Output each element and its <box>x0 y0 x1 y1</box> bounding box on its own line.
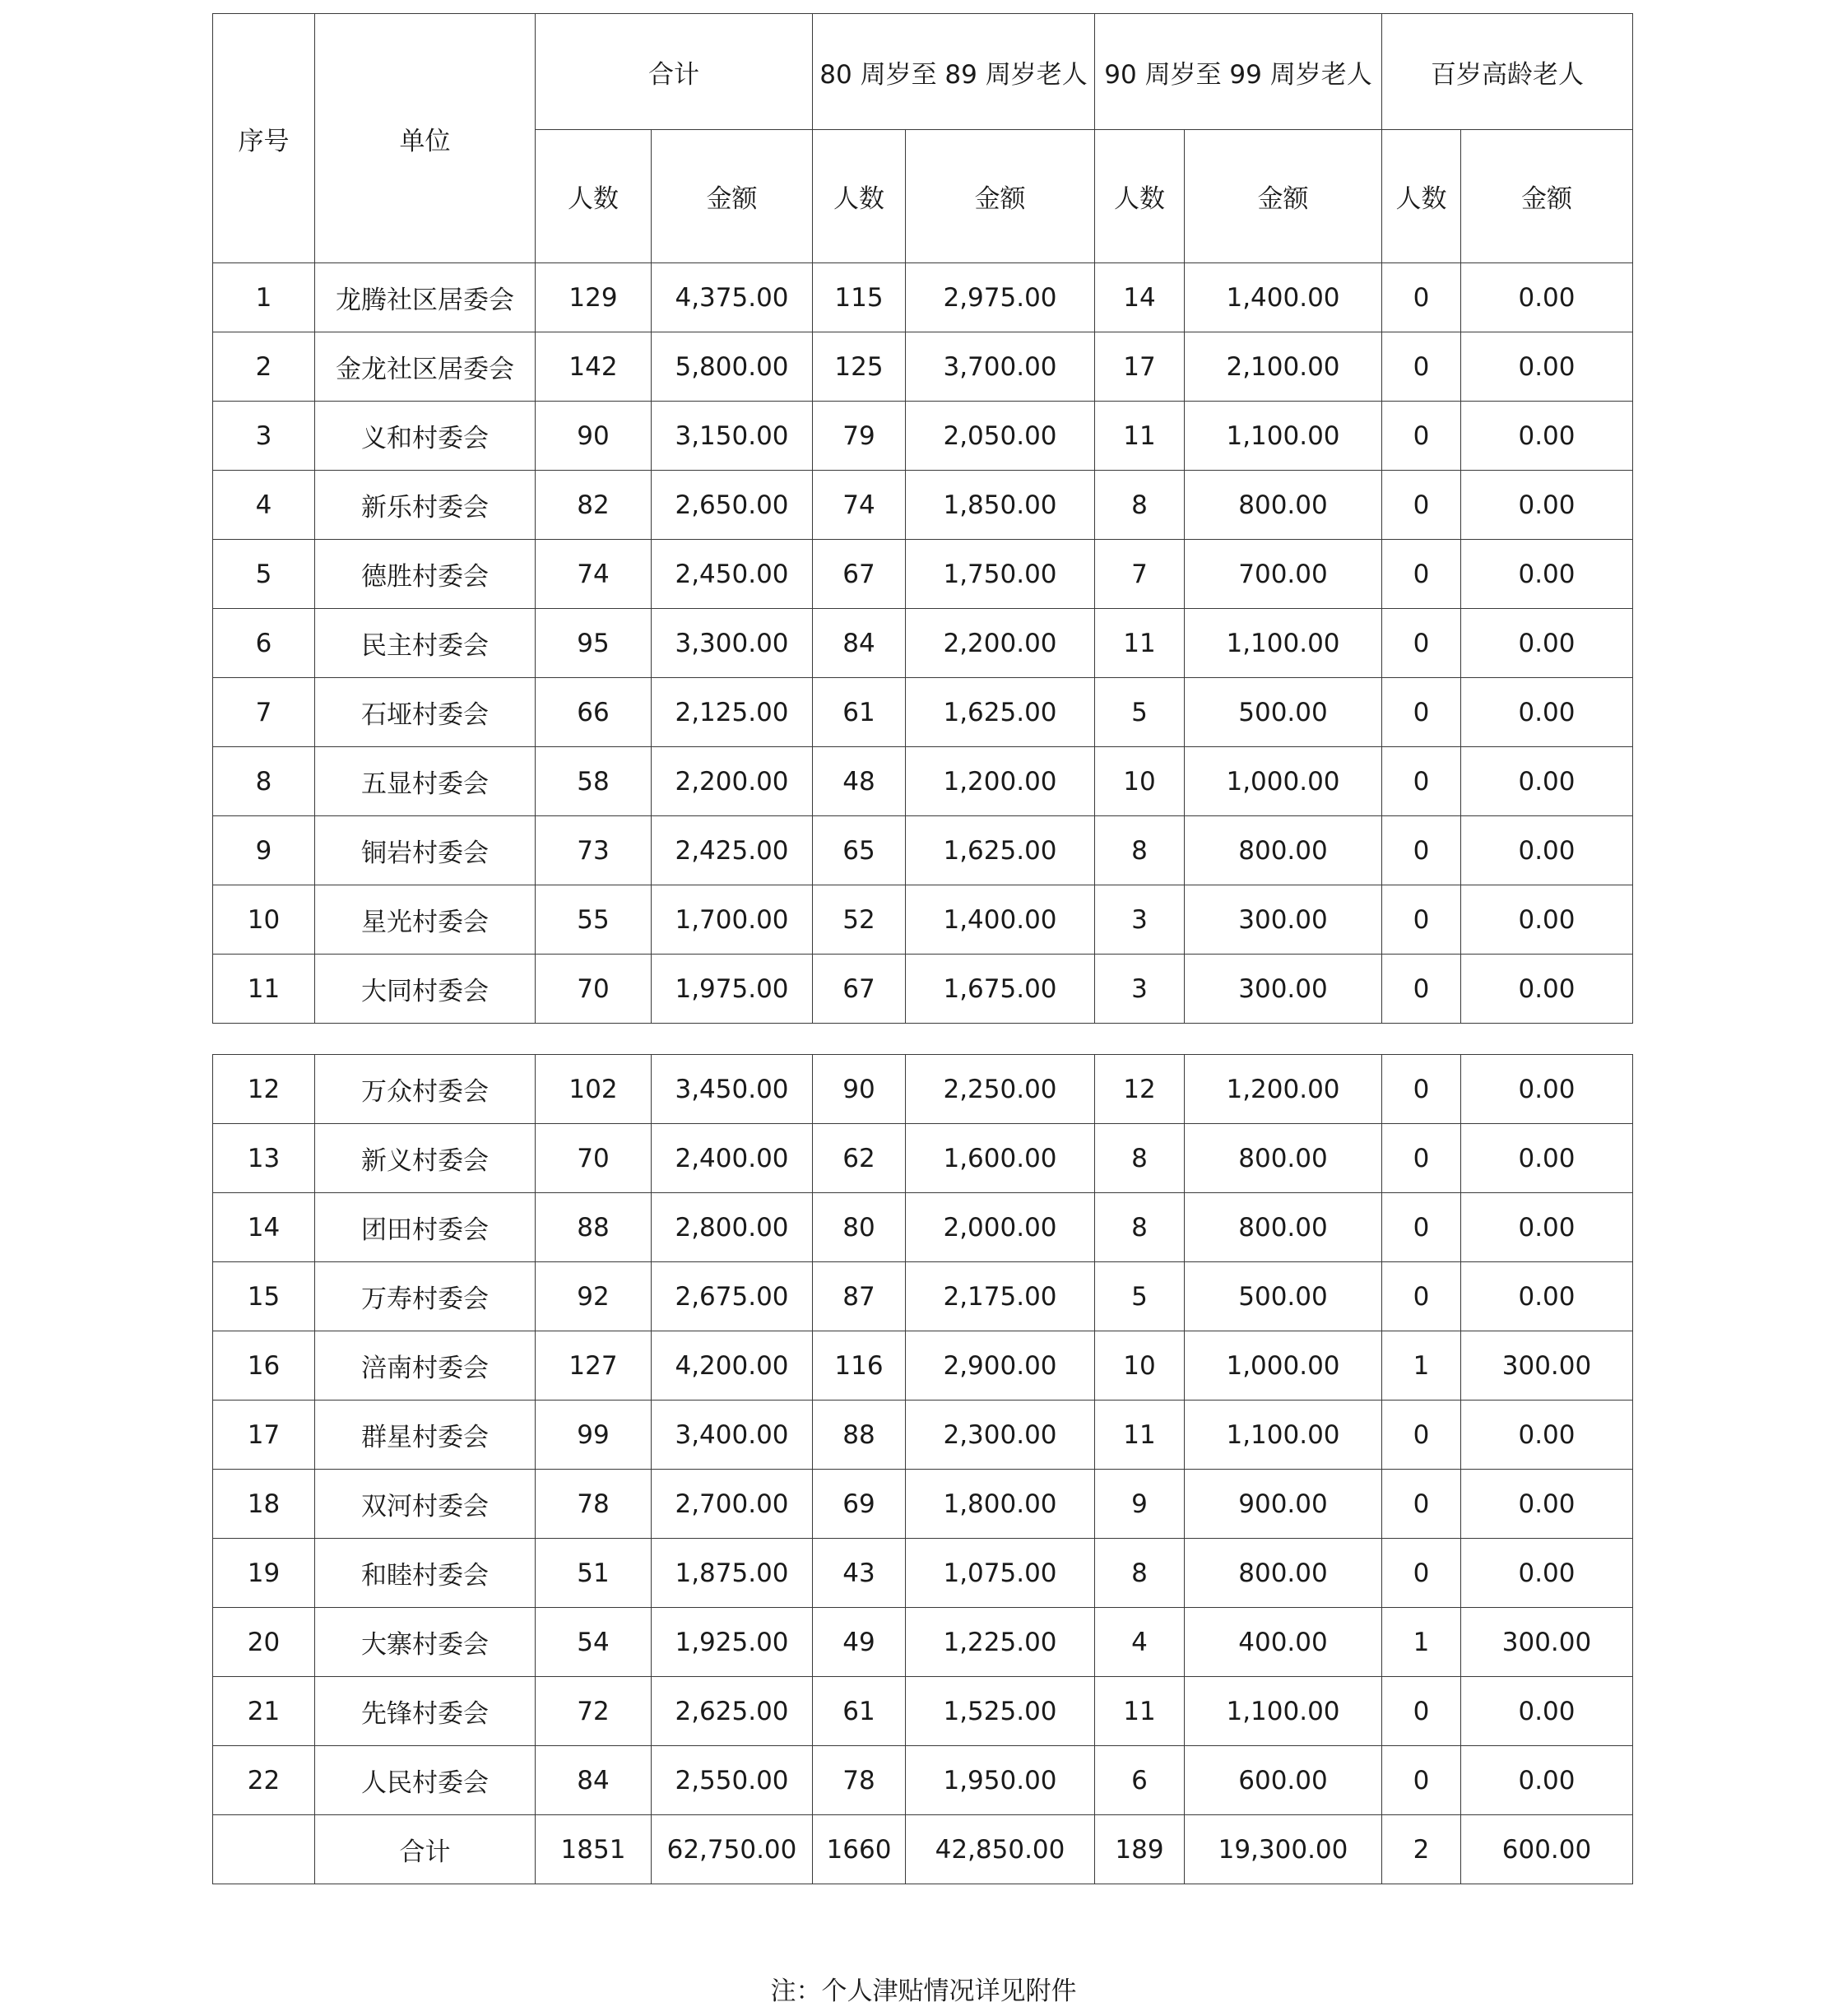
cell-unit: 万寿村委会 <box>315 1262 536 1331</box>
cell-total-count: 95 <box>536 609 652 678</box>
header-count: 人数 <box>1095 130 1185 263</box>
cell-seq: 19 <box>213 1539 315 1608</box>
cell-80-89-amount: 2,050.00 <box>906 402 1095 471</box>
cell-100-amount: 0.00 <box>1461 1262 1633 1331</box>
cell-unit: 群星村委会 <box>315 1401 536 1470</box>
cell-100-count: 2 <box>1382 1815 1461 1884</box>
cell-100-amount: 0.00 <box>1461 263 1633 332</box>
cell-90-99-count: 189 <box>1095 1815 1185 1884</box>
header-age-80-89: 80 周岁至 89 周岁老人 <box>813 14 1095 130</box>
cell-90-99-count: 5 <box>1095 1262 1185 1331</box>
cell-unit: 合计 <box>315 1815 536 1884</box>
cell-80-89-amount: 2,900.00 <box>906 1331 1095 1401</box>
cell-100-count: 0 <box>1382 955 1461 1024</box>
cell-total-count: 58 <box>536 747 652 816</box>
cell-total-amount: 2,400.00 <box>652 1124 813 1193</box>
cell-total-amount: 5,800.00 <box>652 332 813 402</box>
cell-90-99-amount: 2,100.00 <box>1185 332 1382 402</box>
cell-total-amount: 2,450.00 <box>652 540 813 609</box>
cell-90-99-amount: 1,400.00 <box>1185 263 1382 332</box>
table-row <box>213 1677 1633 1746</box>
cell-80-89-count: 61 <box>813 1677 906 1746</box>
cell-100-amount: 300.00 <box>1461 1608 1633 1677</box>
cell-90-99-count: 12 <box>1095 1055 1185 1124</box>
cell-100-count: 0 <box>1382 609 1461 678</box>
cell-seq: 2 <box>213 332 315 402</box>
cell-90-99-count: 11 <box>1095 1677 1185 1746</box>
cell-80-89-count: 79 <box>813 402 906 471</box>
cell-80-89-amount: 1,800.00 <box>906 1470 1095 1539</box>
cell-100-amount: 0.00 <box>1461 955 1633 1024</box>
cell-80-89-amount: 2,175.00 <box>906 1262 1095 1331</box>
cell-100-count: 0 <box>1382 540 1461 609</box>
cell-100-count: 0 <box>1382 747 1461 816</box>
cell-90-99-count: 17 <box>1095 332 1185 402</box>
cell-80-89-count: 88 <box>813 1401 906 1470</box>
header-row-groups <box>213 14 1633 130</box>
table-row <box>213 1539 1633 1608</box>
cell-total-count: 73 <box>536 816 652 885</box>
cell-total-count: 72 <box>536 1677 652 1746</box>
cell-100-count: 0 <box>1382 678 1461 747</box>
subsidy-table-top <box>212 13 1633 1024</box>
cell-90-99-amount: 800.00 <box>1185 471 1382 540</box>
cell-100-amount: 0.00 <box>1461 471 1633 540</box>
cell-seq: 3 <box>213 402 315 471</box>
header-count: 人数 <box>1382 130 1461 263</box>
cell-90-99-amount: 19,300.00 <box>1185 1815 1382 1884</box>
cell-80-89-amount: 1,200.00 <box>906 747 1095 816</box>
cell-100-amount: 600.00 <box>1461 1815 1633 1884</box>
cell-80-89-amount: 1,675.00 <box>906 955 1095 1024</box>
cell-unit: 新义村委会 <box>315 1124 536 1193</box>
cell-100-amount: 0.00 <box>1461 1539 1633 1608</box>
cell-90-99-amount: 1,100.00 <box>1185 402 1382 471</box>
cell-total-count: 92 <box>536 1262 652 1331</box>
cell-100-amount: 0.00 <box>1461 1677 1633 1746</box>
cell-80-89-count: 62 <box>813 1124 906 1193</box>
cell-90-99-amount: 700.00 <box>1185 540 1382 609</box>
cell-total-amount: 2,700.00 <box>652 1470 813 1539</box>
cell-80-89-count: 48 <box>813 747 906 816</box>
cell-100-count: 0 <box>1382 816 1461 885</box>
cell-unit: 团田村委会 <box>315 1193 536 1262</box>
cell-unit: 五显村委会 <box>315 747 536 816</box>
cell-90-99-count: 11 <box>1095 1401 1185 1470</box>
cell-total-amount: 2,125.00 <box>652 678 813 747</box>
cell-100-amount: 300.00 <box>1461 1331 1633 1401</box>
cell-90-99-amount: 1,100.00 <box>1185 1677 1382 1746</box>
cell-unit: 德胜村委会 <box>315 540 536 609</box>
cell-total-count: 88 <box>536 1193 652 1262</box>
cell-unit: 新乐村委会 <box>315 471 536 540</box>
table-row <box>213 609 1633 678</box>
cell-80-89-amount: 1,625.00 <box>906 816 1095 885</box>
cell-unit: 金龙社区居委会 <box>315 332 536 402</box>
cell-80-89-count: 78 <box>813 1746 906 1815</box>
table-row <box>213 1055 1633 1124</box>
cell-total-count: 82 <box>536 471 652 540</box>
cell-total-amount: 2,425.00 <box>652 816 813 885</box>
cell-total-amount: 62,750.00 <box>652 1815 813 1884</box>
cell-seq: 4 <box>213 471 315 540</box>
cell-90-99-count: 10 <box>1095 1331 1185 1401</box>
table-row <box>213 816 1633 885</box>
cell-90-99-amount: 1,100.00 <box>1185 609 1382 678</box>
cell-unit: 大同村委会 <box>315 955 536 1024</box>
cell-80-89-amount: 2,975.00 <box>906 263 1095 332</box>
header-amount: 金额 <box>1185 130 1382 263</box>
table-row <box>213 471 1633 540</box>
cell-100-amount: 0.00 <box>1461 540 1633 609</box>
cell-90-99-count: 11 <box>1095 609 1185 678</box>
cell-90-99-amount: 800.00 <box>1185 1539 1382 1608</box>
header-amount: 金额 <box>1461 130 1633 263</box>
header-total: 合计 <box>536 14 813 130</box>
cell-100-count: 0 <box>1382 1677 1461 1746</box>
cell-seq: 18 <box>213 1470 315 1539</box>
cell-total-count: 78 <box>536 1470 652 1539</box>
cell-100-amount: 0.00 <box>1461 609 1633 678</box>
footnote: 注：个人津贴情况详见附件 <box>770 1977 1077 2006</box>
cell-90-99-amount: 400.00 <box>1185 1608 1382 1677</box>
cell-80-89-count: 87 <box>813 1262 906 1331</box>
cell-90-99-count: 14 <box>1095 263 1185 332</box>
cell-unit: 龙腾社区居委会 <box>315 263 536 332</box>
cell-80-89-amount: 1,525.00 <box>906 1677 1095 1746</box>
cell-seq <box>213 1815 315 1884</box>
cell-80-89-count: 115 <box>813 263 906 332</box>
cell-seq: 1 <box>213 263 315 332</box>
cell-90-99-amount: 500.00 <box>1185 678 1382 747</box>
table-row <box>213 885 1633 955</box>
header-amount: 金额 <box>906 130 1095 263</box>
cell-total-count: 99 <box>536 1401 652 1470</box>
cell-total-amount: 1,700.00 <box>652 885 813 955</box>
cell-100-count: 0 <box>1382 332 1461 402</box>
cell-90-99-amount: 1,200.00 <box>1185 1055 1382 1124</box>
cell-seq: 14 <box>213 1193 315 1262</box>
cell-seq: 5 <box>213 540 315 609</box>
cell-90-99-count: 11 <box>1095 402 1185 471</box>
cell-80-89-count: 67 <box>813 540 906 609</box>
cell-80-89-count: 61 <box>813 678 906 747</box>
cell-100-amount: 0.00 <box>1461 1055 1633 1124</box>
cell-100-amount: 0.00 <box>1461 1470 1633 1539</box>
cell-80-89-amount: 42,850.00 <box>906 1815 1095 1884</box>
cell-90-99-amount: 600.00 <box>1185 1746 1382 1815</box>
cell-seq: 21 <box>213 1677 315 1746</box>
cell-100-amount: 0.00 <box>1461 1193 1633 1262</box>
cell-100-amount: 0.00 <box>1461 747 1633 816</box>
cell-unit: 涪南村委会 <box>315 1331 536 1401</box>
header-unit: 单位 <box>315 14 536 263</box>
cell-seq: 7 <box>213 678 315 747</box>
cell-seq: 12 <box>213 1055 315 1124</box>
table-row <box>213 955 1633 1024</box>
table-row <box>213 332 1633 402</box>
cell-80-89-count: 69 <box>813 1470 906 1539</box>
cell-90-99-count: 8 <box>1095 1193 1185 1262</box>
cell-seq: 15 <box>213 1262 315 1331</box>
cell-total-amount: 3,450.00 <box>652 1055 813 1124</box>
totals-row <box>213 1815 1633 1884</box>
cell-seq: 17 <box>213 1401 315 1470</box>
cell-seq: 16 <box>213 1331 315 1401</box>
table-row <box>213 1262 1633 1331</box>
cell-100-count: 0 <box>1382 1124 1461 1193</box>
cell-unit: 大寨村委会 <box>315 1608 536 1677</box>
cell-100-amount: 0.00 <box>1461 1401 1633 1470</box>
cell-90-99-count: 3 <box>1095 885 1185 955</box>
cell-90-99-count: 3 <box>1095 955 1185 1024</box>
table-row <box>213 1124 1633 1193</box>
cell-80-89-amount: 1,750.00 <box>906 540 1095 609</box>
cell-seq: 11 <box>213 955 315 1024</box>
table-row <box>213 1331 1633 1401</box>
header-centenarian: 百岁高龄老人 <box>1382 14 1633 130</box>
cell-100-count: 0 <box>1382 1193 1461 1262</box>
cell-80-89-count: 125 <box>813 332 906 402</box>
cell-total-count: 142 <box>536 332 652 402</box>
cell-80-89-count: 1660 <box>813 1815 906 1884</box>
cell-90-99-amount: 1,000.00 <box>1185 1331 1382 1401</box>
header-count: 人数 <box>536 130 652 263</box>
cell-80-89-amount: 1,950.00 <box>906 1746 1095 1815</box>
cell-seq: 20 <box>213 1608 315 1677</box>
cell-90-99-amount: 1,100.00 <box>1185 1401 1382 1470</box>
cell-total-amount: 1,925.00 <box>652 1608 813 1677</box>
cell-total-count: 102 <box>536 1055 652 1124</box>
cell-80-89-amount: 2,250.00 <box>906 1055 1095 1124</box>
cell-total-amount: 2,200.00 <box>652 747 813 816</box>
cell-total-amount: 3,400.00 <box>652 1401 813 1470</box>
cell-80-89-amount: 1,850.00 <box>906 471 1095 540</box>
cell-80-89-count: 52 <box>813 885 906 955</box>
cell-90-99-count: 5 <box>1095 678 1185 747</box>
table-row <box>213 1608 1633 1677</box>
cell-unit: 人民村委会 <box>315 1746 536 1815</box>
table-row <box>213 678 1633 747</box>
cell-100-count: 0 <box>1382 885 1461 955</box>
table-row <box>213 747 1633 816</box>
cell-total-amount: 2,550.00 <box>652 1746 813 1815</box>
cell-80-89-count: 80 <box>813 1193 906 1262</box>
table-row <box>213 402 1633 471</box>
cell-80-89-amount: 1,600.00 <box>906 1124 1095 1193</box>
table-row <box>213 1746 1633 1815</box>
cell-80-89-count: 67 <box>813 955 906 1024</box>
cell-100-amount: 0.00 <box>1461 332 1633 402</box>
cell-seq: 9 <box>213 816 315 885</box>
cell-90-99-amount: 800.00 <box>1185 1193 1382 1262</box>
cell-80-89-amount: 2,200.00 <box>906 609 1095 678</box>
cell-unit: 万众村委会 <box>315 1055 536 1124</box>
cell-90-99-count: 8 <box>1095 471 1185 540</box>
cell-unit: 星光村委会 <box>315 885 536 955</box>
cell-80-89-count: 116 <box>813 1331 906 1401</box>
cell-total-count: 66 <box>536 678 652 747</box>
cell-total-amount: 2,675.00 <box>652 1262 813 1331</box>
cell-total-amount: 4,375.00 <box>652 263 813 332</box>
cell-total-count: 84 <box>536 1746 652 1815</box>
table-row <box>213 1401 1633 1470</box>
cell-unit: 和睦村委会 <box>315 1539 536 1608</box>
cell-total-count: 55 <box>536 885 652 955</box>
cell-90-99-count: 9 <box>1095 1470 1185 1539</box>
cell-seq: 10 <box>213 885 315 955</box>
cell-80-89-amount: 2,300.00 <box>906 1401 1095 1470</box>
cell-total-count: 129 <box>536 263 652 332</box>
subsidy-table-bottom <box>212 1054 1633 1884</box>
cell-total-count: 54 <box>536 1608 652 1677</box>
cell-total-amount: 1,875.00 <box>652 1539 813 1608</box>
cell-100-count: 1 <box>1382 1331 1461 1401</box>
cell-80-89-amount: 1,075.00 <box>906 1539 1095 1608</box>
cell-seq: 22 <box>213 1746 315 1815</box>
cell-100-count: 0 <box>1382 1470 1461 1539</box>
cell-80-89-count: 49 <box>813 1608 906 1677</box>
cell-100-count: 0 <box>1382 1539 1461 1608</box>
cell-total-amount: 3,300.00 <box>652 609 813 678</box>
cell-90-99-count: 8 <box>1095 816 1185 885</box>
cell-100-count: 0 <box>1382 1401 1461 1470</box>
cell-seq: 8 <box>213 747 315 816</box>
cell-unit: 义和村委会 <box>315 402 536 471</box>
cell-total-amount: 2,625.00 <box>652 1677 813 1746</box>
cell-90-99-amount: 800.00 <box>1185 816 1382 885</box>
cell-unit: 双河村委会 <box>315 1470 536 1539</box>
cell-100-count: 1 <box>1382 1608 1461 1677</box>
cell-100-count: 0 <box>1382 471 1461 540</box>
cell-90-99-amount: 500.00 <box>1185 1262 1382 1331</box>
header-amount: 金额 <box>652 130 813 263</box>
cell-total-count: 127 <box>536 1331 652 1401</box>
cell-90-99-count: 7 <box>1095 540 1185 609</box>
cell-80-89-count: 43 <box>813 1539 906 1608</box>
cell-90-99-amount: 900.00 <box>1185 1470 1382 1539</box>
table-row <box>213 263 1633 332</box>
cell-90-99-amount: 300.00 <box>1185 955 1382 1024</box>
cell-100-count: 0 <box>1382 263 1461 332</box>
cell-total-amount: 2,650.00 <box>652 471 813 540</box>
cell-100-count: 0 <box>1382 1262 1461 1331</box>
table-row <box>213 540 1633 609</box>
cell-unit: 先锋村委会 <box>315 1677 536 1746</box>
cell-80-89-count: 65 <box>813 816 906 885</box>
cell-80-89-count: 84 <box>813 609 906 678</box>
cell-total-count: 51 <box>536 1539 652 1608</box>
cell-seq: 6 <box>213 609 315 678</box>
table-row <box>213 1470 1633 1539</box>
cell-total-count: 70 <box>536 955 652 1024</box>
header-age-90-99: 90 周岁至 99 周岁老人 <box>1095 14 1382 130</box>
cell-100-count: 0 <box>1382 1746 1461 1815</box>
cell-total-amount: 2,800.00 <box>652 1193 813 1262</box>
cell-90-99-count: 6 <box>1095 1746 1185 1815</box>
cell-100-amount: 0.00 <box>1461 1124 1633 1193</box>
cell-80-89-amount: 3,700.00 <box>906 332 1095 402</box>
cell-80-89-count: 74 <box>813 471 906 540</box>
cell-90-99-count: 8 <box>1095 1539 1185 1608</box>
cell-100-count: 0 <box>1382 402 1461 471</box>
cell-90-99-count: 8 <box>1095 1124 1185 1193</box>
cell-90-99-amount: 800.00 <box>1185 1124 1382 1193</box>
cell-90-99-amount: 300.00 <box>1185 885 1382 955</box>
cell-80-89-amount: 1,625.00 <box>906 678 1095 747</box>
header-seq: 序号 <box>213 14 315 263</box>
cell-80-89-amount: 1,400.00 <box>906 885 1095 955</box>
cell-total-amount: 1,975.00 <box>652 955 813 1024</box>
cell-100-amount: 0.00 <box>1461 678 1633 747</box>
cell-90-99-amount: 1,000.00 <box>1185 747 1382 816</box>
cell-seq: 13 <box>213 1124 315 1193</box>
cell-80-89-count: 90 <box>813 1055 906 1124</box>
cell-unit: 铜岩村委会 <box>315 816 536 885</box>
cell-100-count: 0 <box>1382 1055 1461 1124</box>
cell-total-amount: 4,200.00 <box>652 1331 813 1401</box>
table-row <box>213 1193 1633 1262</box>
cell-total-count: 90 <box>536 402 652 471</box>
cell-100-amount: 0.00 <box>1461 816 1633 885</box>
cell-100-amount: 0.00 <box>1461 402 1633 471</box>
cell-total-amount: 3,150.00 <box>652 402 813 471</box>
cell-90-99-count: 4 <box>1095 1608 1185 1677</box>
cell-90-99-count: 10 <box>1095 747 1185 816</box>
cell-80-89-amount: 2,000.00 <box>906 1193 1095 1262</box>
cell-100-amount: 0.00 <box>1461 885 1633 955</box>
cell-total-count: 70 <box>536 1124 652 1193</box>
cell-100-amount: 0.00 <box>1461 1746 1633 1815</box>
cell-unit: 石垭村委会 <box>315 678 536 747</box>
cell-total-count: 1851 <box>536 1815 652 1884</box>
header-count: 人数 <box>813 130 906 263</box>
cell-total-count: 74 <box>536 540 652 609</box>
cell-unit: 民主村委会 <box>315 609 536 678</box>
cell-80-89-amount: 1,225.00 <box>906 1608 1095 1677</box>
